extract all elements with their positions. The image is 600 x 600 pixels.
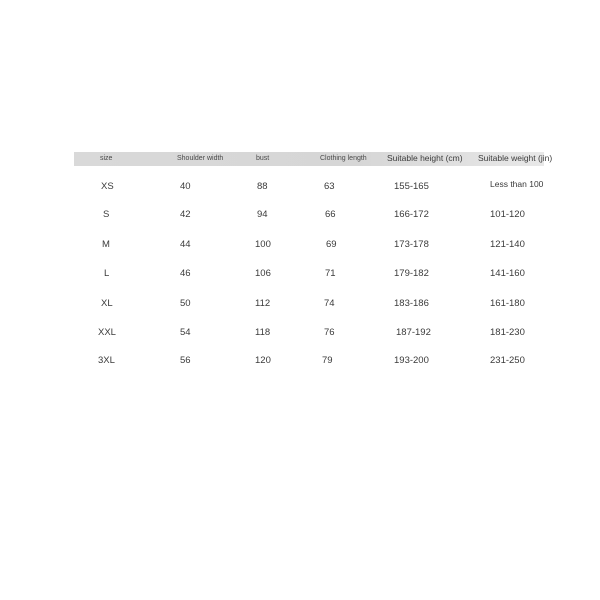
table-row	[74, 269, 544, 283]
header-size: size	[100, 155, 113, 162]
table-row	[74, 328, 544, 342]
table-row	[74, 356, 544, 370]
table-row	[74, 299, 544, 313]
cell-suitable-height: 166-172	[394, 209, 429, 220]
cell-bust: 106	[255, 268, 271, 279]
cell-suitable-height: 193-200	[394, 355, 429, 366]
cell-size: XXL	[98, 327, 116, 338]
cell-shoulder-width: 56	[180, 355, 191, 366]
cell-size: 3XL	[98, 355, 115, 366]
cell-shoulder-width: 42	[180, 209, 191, 220]
cell-clothing-length: 79	[322, 355, 333, 366]
cell-clothing-length: 63	[324, 181, 335, 192]
cell-suitable-height: 155-165	[394, 181, 429, 192]
cell-suitable-weight: 231-250	[490, 355, 525, 366]
cell-bust: 112	[255, 298, 271, 309]
cell-shoulder-width: 40	[180, 181, 191, 192]
cell-clothing-length: 76	[324, 327, 335, 338]
cell-bust: 94	[257, 209, 268, 220]
table-row	[74, 240, 544, 254]
cell-suitable-weight: Less than 100	[490, 179, 544, 189]
cell-size: XL	[101, 298, 113, 309]
cell-size: S	[103, 209, 110, 220]
cell-suitable-weight: 161-180	[490, 298, 525, 309]
cell-size: M	[102, 239, 110, 250]
cell-size: L	[104, 268, 110, 279]
table-header-row	[74, 152, 553, 166]
header-suitable-weight: Suitable weight (jin)	[478, 153, 553, 163]
table-row	[74, 210, 544, 224]
cell-suitable-weight: 101-120	[490, 209, 525, 220]
cell-bust: 88	[257, 181, 268, 192]
cell-shoulder-width: 46	[180, 268, 191, 279]
cell-suitable-weight: 121-140	[490, 239, 525, 250]
cell-suitable-height: 173-178	[394, 239, 429, 250]
cell-suitable-height: 183-186	[394, 298, 429, 309]
header-suitable-height: Suitable height (cm)	[387, 153, 463, 163]
cell-bust: 120	[255, 355, 271, 366]
cell-shoulder-width: 44	[180, 239, 191, 250]
cell-clothing-length: 66	[325, 209, 336, 220]
cell-size: XS	[101, 181, 114, 192]
cell-shoulder-width: 50	[180, 298, 191, 309]
cell-shoulder-width: 54	[180, 327, 191, 338]
cell-suitable-height: 187-192	[396, 327, 431, 338]
cell-suitable-weight: 181-230	[490, 327, 525, 338]
cell-bust: 118	[255, 327, 271, 338]
size-chart-table	[74, 152, 553, 372]
header-shoulder-width: Shoulder width	[177, 155, 224, 162]
cell-clothing-length: 69	[326, 239, 337, 250]
cell-bust: 100	[255, 239, 271, 250]
cell-suitable-weight: 141-160	[490, 268, 525, 279]
cell-clothing-length: 71	[325, 268, 336, 279]
header-bust: bust	[256, 155, 270, 162]
table-row	[74, 179, 544, 196]
header-clothing-length: Clothing length	[320, 155, 367, 162]
cell-suitable-height: 179-182	[394, 268, 429, 279]
cell-clothing-length: 74	[324, 298, 335, 309]
